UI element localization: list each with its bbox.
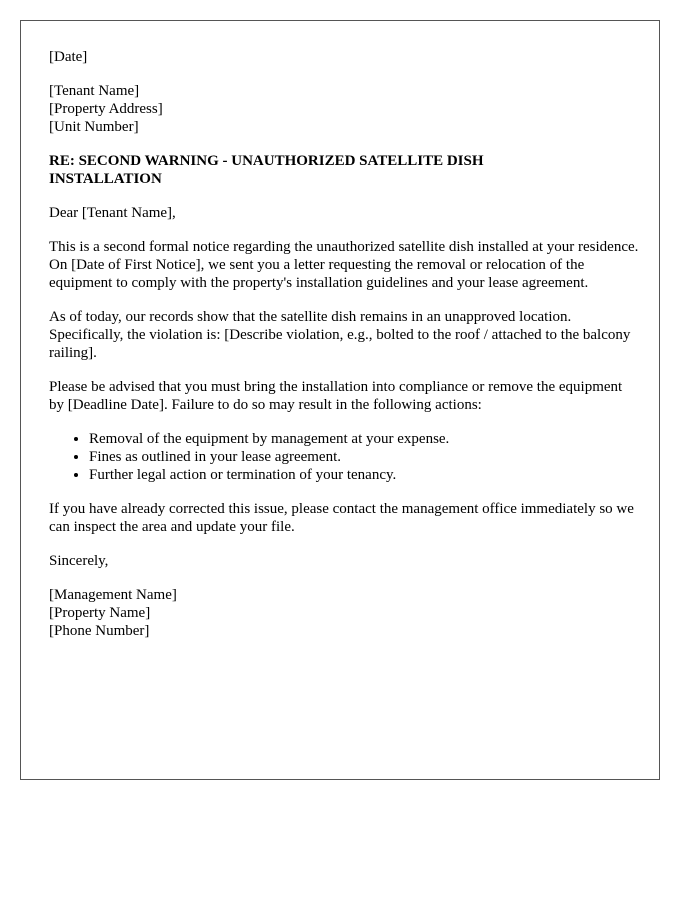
recipient-block xyxy=(49,82,639,136)
list-item: • Fines as outlined in your lease agreement. xyxy=(89,448,639,466)
list-item: • Removal of the equipment by management at your expense. xyxy=(89,430,639,448)
closing: Sincerely, xyxy=(49,553,109,569)
list-item: • Further legal action or termination of your tenancy. xyxy=(89,466,639,484)
tenant-name: [Tenant Name] xyxy=(49,83,140,99)
letter-body xyxy=(49,48,639,656)
paragraph-first-notice: This is a second formal notice regarding the unauthorized satellite dish installed at your residence. On [Date of First Notice], we sent you a letter requesting the removal or relocation of the equipment to comply with the property's installation guidelines and your lease agreement. xyxy=(49,239,639,291)
signature-block xyxy=(49,586,639,640)
management-name: [Management Name] xyxy=(49,587,177,603)
letter-page xyxy=(20,20,660,780)
phone-number: [Phone Number] xyxy=(49,623,150,639)
letter-date: [Date] xyxy=(49,49,88,65)
property-name: [Property Name] xyxy=(49,605,151,621)
paragraph-deadline: Please be advised that you must bring the installation into compliance or remove the equipment by [Deadline Date]. Failure to do so may result in the following actions: xyxy=(49,379,623,413)
subject-line: RE: SECOND WARNING - UNAUTHORIZED SATELLITE DISH INSTALLATION xyxy=(49,153,484,187)
closing-paragraph: If you have already corrected this issue, please contact the management office immediately so we can inspect the area and update your file. xyxy=(49,501,634,535)
paragraph-violation: As of today, our records show that the satellite dish remains in an unapproved location. Specifically, the violation is: [Describe violation, e.g., bolted to the roof / attached to the balcony railing]. xyxy=(49,309,631,361)
property-address: [Property Address] xyxy=(49,101,163,117)
unit-number: [Unit Number] xyxy=(49,119,139,135)
salutation: Dear [Tenant Name], xyxy=(49,205,176,221)
date-block xyxy=(49,48,639,66)
actions-list xyxy=(49,430,639,484)
